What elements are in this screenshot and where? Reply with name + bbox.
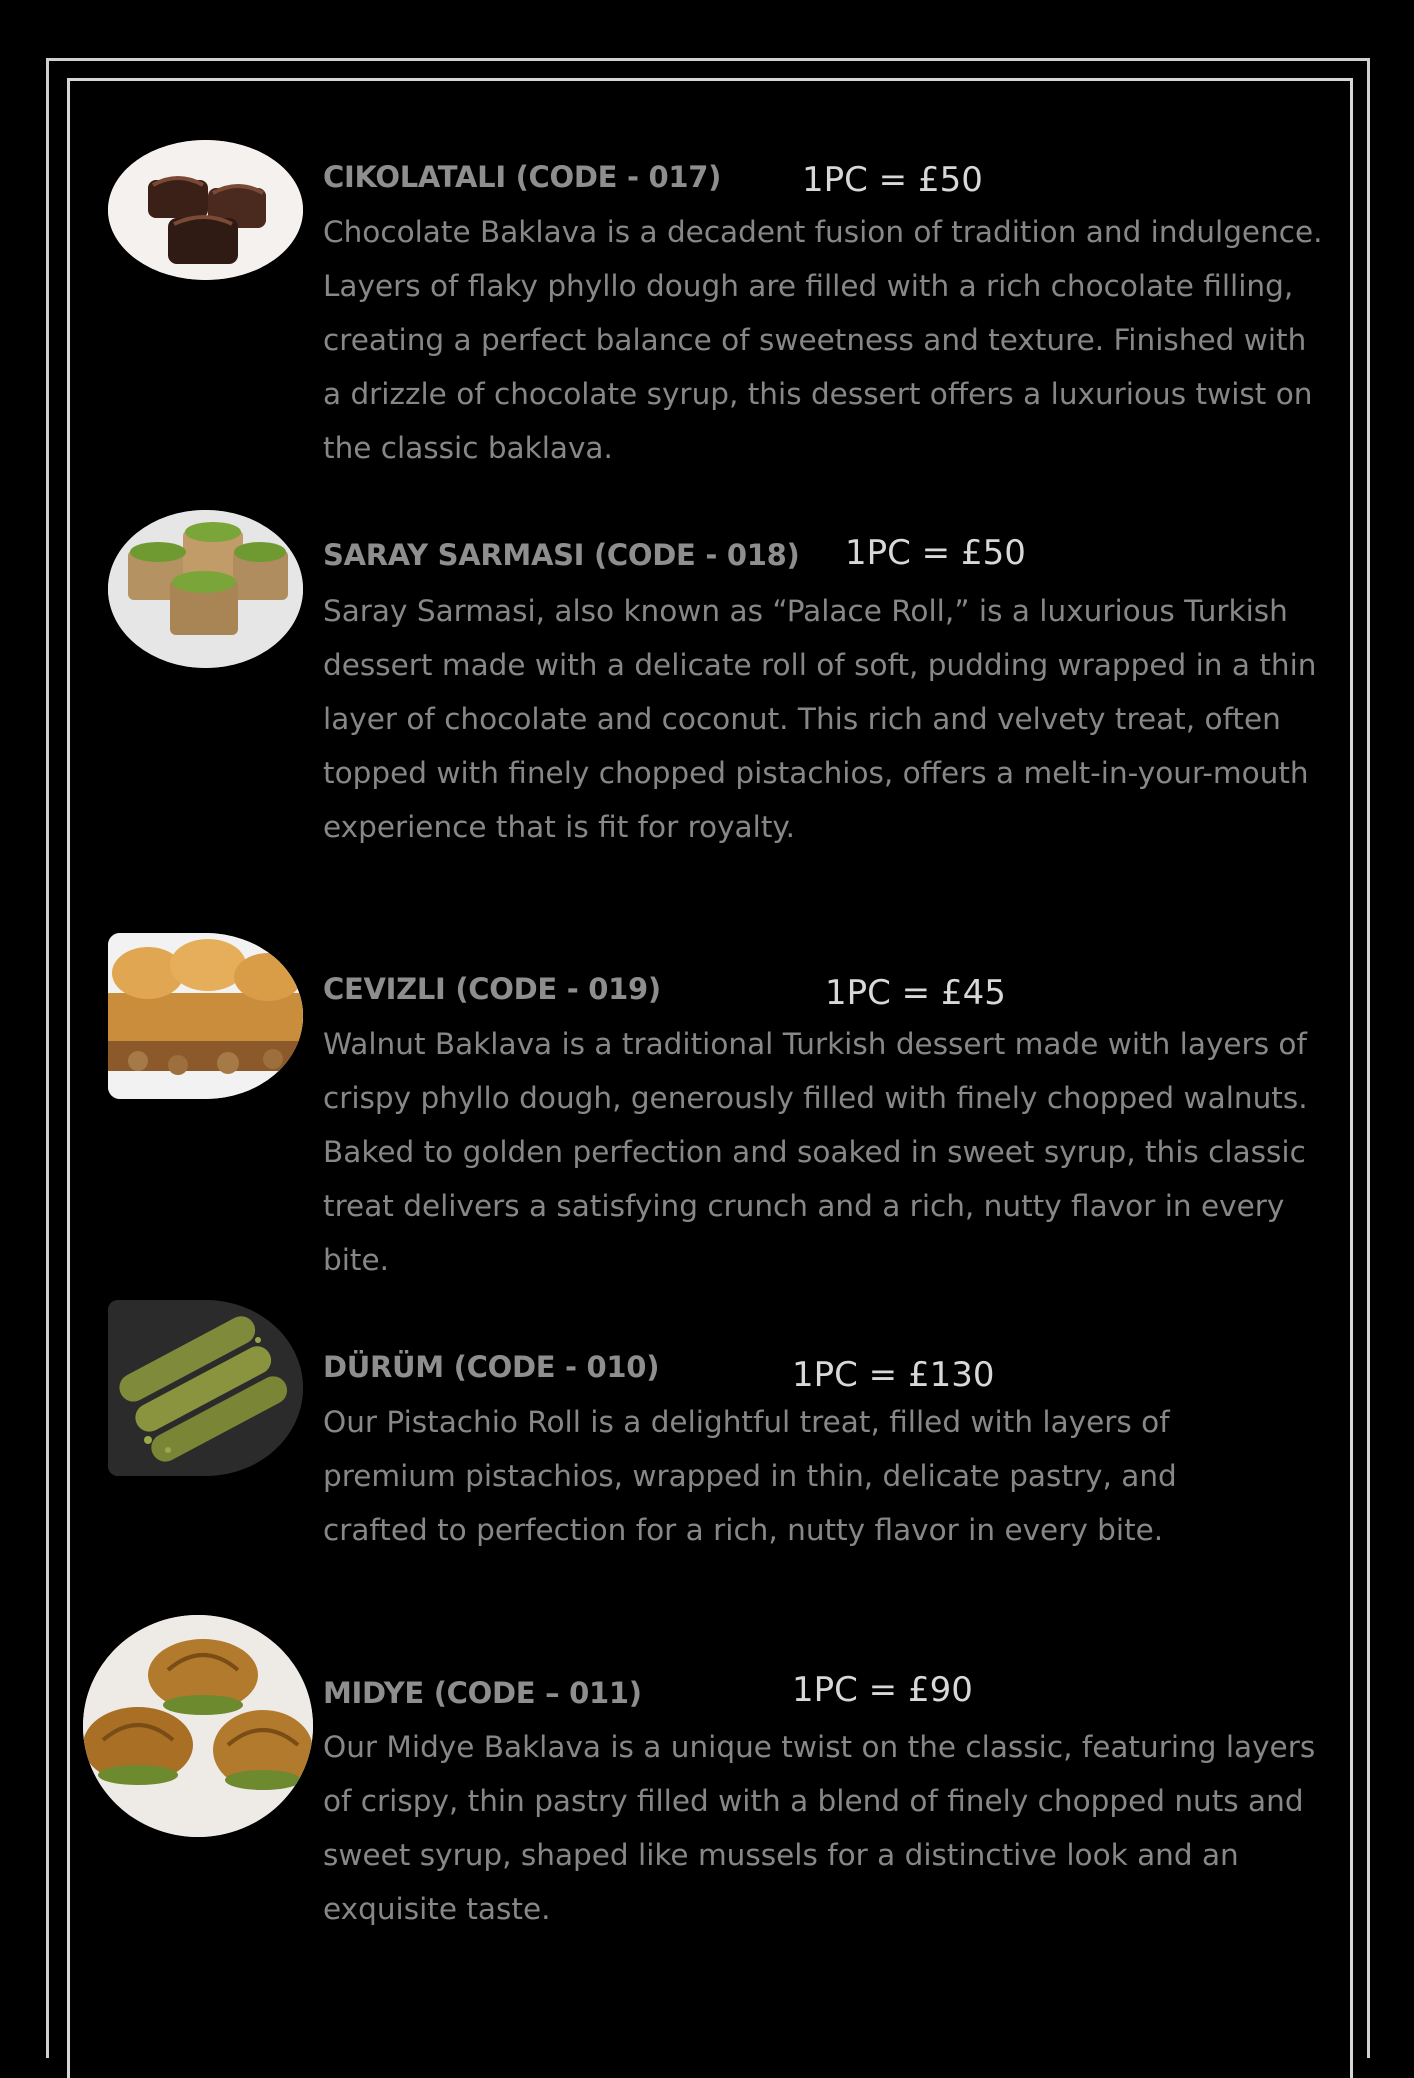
item-description: Our Midye Baklava is a unique twist on the classic, featuring layers of crispy, thin pastry filled with a blend of finely chopped nuts and sweet syrup, shaped like mussels for a distinctive look and an exquisite taste. xyxy=(323,1730,1316,1926)
item-price: 1PC = £50 xyxy=(845,533,1026,573)
item-price: 1PC = £50 xyxy=(802,160,983,200)
walnut-baklava-image xyxy=(108,933,303,1099)
saray-sarmasi-image xyxy=(108,510,303,668)
item-description: Our Pistachio Roll is a delightful treat, filled with layers of premium pistachios, wrapped in thin, delicate pastry, and crafted to perfection for a rich, nutty flavor in every bite. xyxy=(323,1405,1177,1547)
item-name: CIKOLATALI (CODE - 017) xyxy=(323,160,722,194)
item-price: 1PC = £130 xyxy=(792,1355,995,1395)
pistachio-roll-image xyxy=(108,1300,303,1476)
item-name: SARAY SARMASI (CODE - 018) xyxy=(323,538,800,572)
item-description: Chocolate Baklava is a decadent fusion of tradition and indulgence. Layers of flaky phyllo dough are filled with a rich chocolate filling, creating a perfect balance of sweetness and texture. Finished with a drizzle of chocolate syrup, this dessert offers a luxurious twist on the classic baklava. xyxy=(323,215,1323,465)
item-price: 1PC = £90 xyxy=(792,1670,973,1710)
item-price: 1PC = £45 xyxy=(825,973,1006,1013)
item-description: Saray Sarmasi, also known as “Palace Roll,” is a luxurious Turkish dessert made with a delicate roll of soft, pudding wrapped in a thin layer of chocolate and coconut. This rich and velvety treat, often topped with finely chopped pistachios, offers a melt-in-your-mouth experience that is fit for royalty. xyxy=(323,594,1317,844)
item-name: MIDYE (CODE – 011) xyxy=(323,1676,642,1710)
item-name: DÜRÜM (CODE - 010) xyxy=(323,1350,660,1384)
chocolate-baklava-image xyxy=(108,140,303,280)
item-description: Walnut Baklava is a traditional Turkish dessert made with layers of crispy phyllo dough, generously filled with finely chopped walnuts. Baked to golden perfection and soaked in sweet syrup, this classic treat delivers a satisfying crunch and a rich, nutty flavor in every bite. xyxy=(323,1027,1308,1277)
midye-baklava-image xyxy=(83,1615,313,1837)
item-name: CEVIZLI (CODE - 019) xyxy=(323,972,661,1006)
